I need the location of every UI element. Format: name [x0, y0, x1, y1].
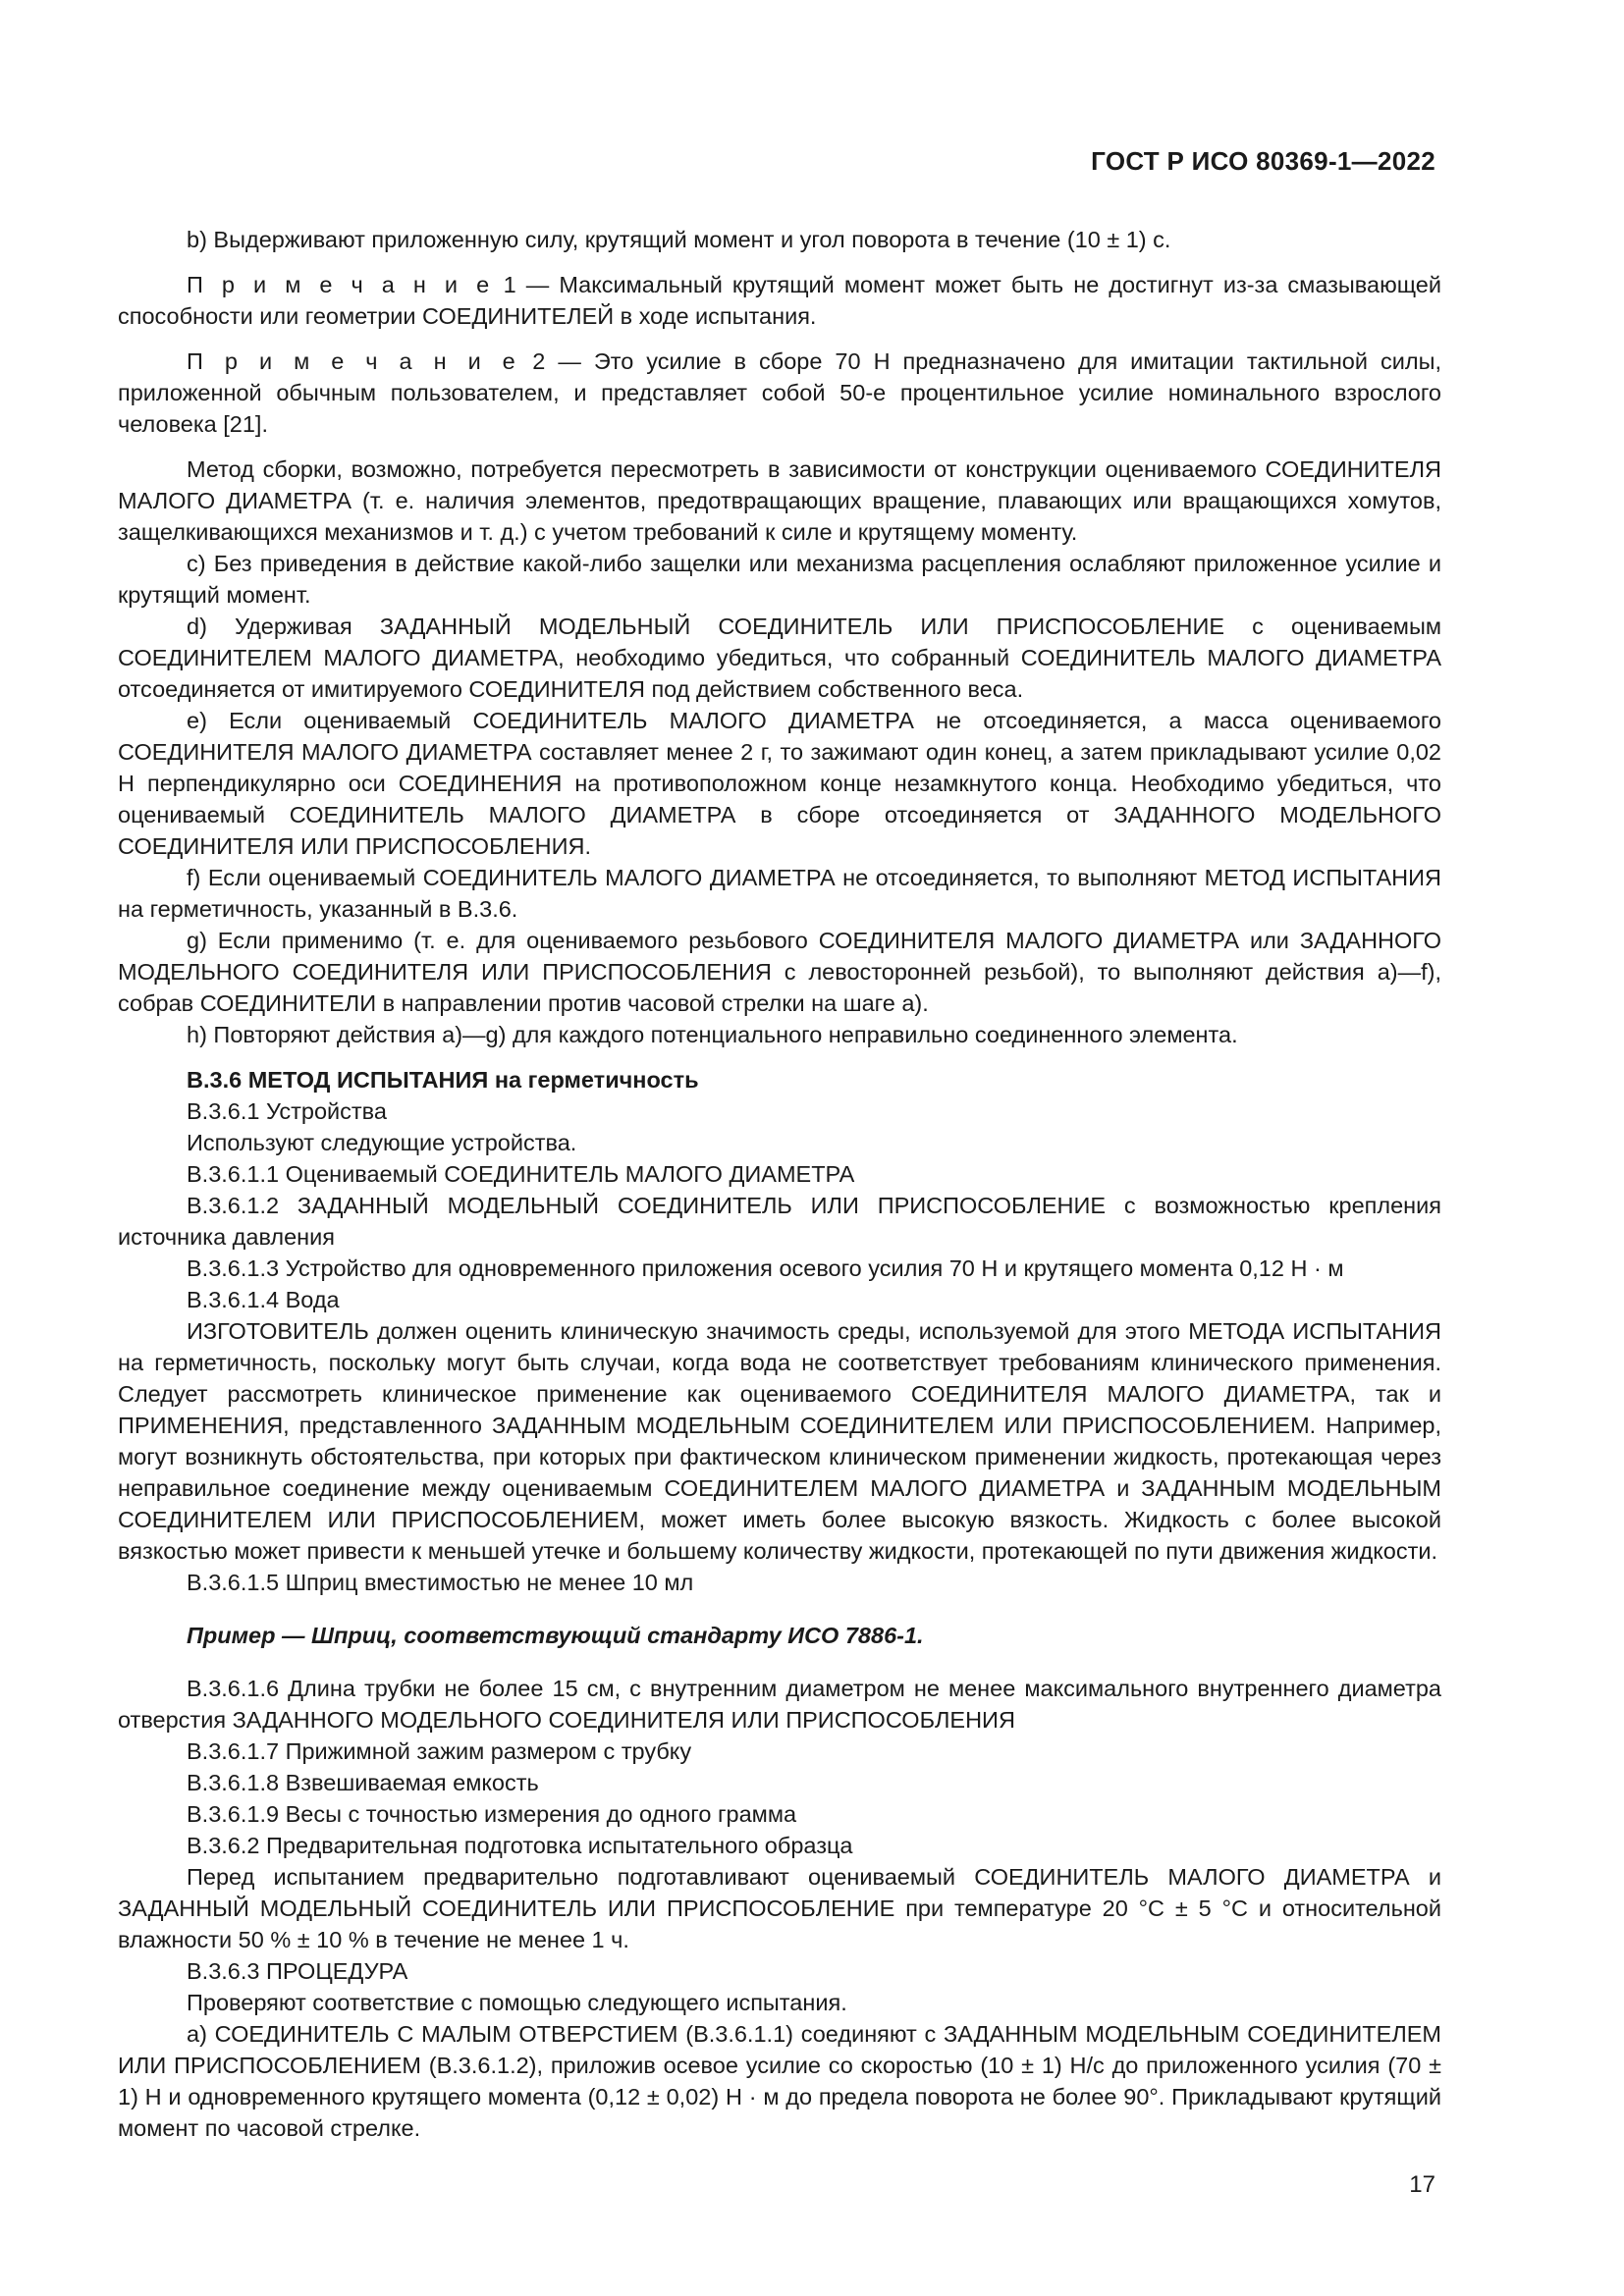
list-item: В.3.6.1.3 Устройство для одновременного приложения осевого усилия 70 Н и крутящего момента 0,12 Н · м [187, 1255, 1344, 1281]
note-2 [118, 346, 1441, 440]
list-item: В.3.6.1.8 Взвешиваемая емкость [187, 1770, 539, 1795]
note-1 [118, 269, 1441, 332]
note-text: 1 — Максимальный крутящий момент может быть не достигнут из-за смазывающей способности или геометрии СОЕДИНИТЕЛЕЙ в ходе испытания. [118, 272, 1441, 329]
page-number: 17 [1409, 2171, 1435, 2198]
paragraph: a) СОЕДИНИТЕЛЬ С МАЛЫМ ОТВЕРСТИЕМ (В.3.6.1.1) соединяют с ЗАДАННЫМ МОДЕЛЬНЫМ СОЕДИНИТЕЛЕМ ИЛИ ПРИСПОСОБЛЕНИЕМ (В.3.6.1.2), приложив осевое усилие со скоростью (10 ± 1) Н/с до приложенного усилия (70 ± 1) Н и одновременного крутящего момента (0,12 ± 0,02) Н · м до предела поворота не более 90°. Прикладывают крутящий момент по часовой стрелке. [118, 2021, 1441, 2141]
paragraph: d) Удерживая ЗАДАННЫЙ МОДЕЛЬНЫЙ СОЕДИНИТЕЛЬ ИЛИ ПРИСПОСОБЛЕНИЕ с оцениваемым СОЕДИНИТЕЛЕМ МАЛОГО ДИАМЕТРА, необходимо убедиться, что собранный СОЕДИНИТЕЛЬ МАЛОГО ДИАМЕТРА отсоединяется от имитируемого СОЕДИНИТЕЛЯ под действием собственного веса. [118, 614, 1441, 702]
note-label: П р и м е ч а н и е [187, 272, 494, 297]
note-text: 2 — Это усилие в сборе 70 Н предназначено для имитации тактильной силы, приложенной обычным пользователем, и представляет собой 50-е процентильное усилие номинального взрослого человека [21]. [118, 348, 1442, 437]
note-label: П р и м е ч а н и е [187, 348, 520, 374]
paragraph: e) Если оцениваемый СОЕДИНИТЕЛЬ МАЛОГО ДИАМЕТРА не отсоединяется, а масса оцениваемого СОЕДИНИТЕЛЯ МАЛОГО ДИАМЕТРА составляет менее 2 г, то зажимают один конец, а затем прикладывают усилие 0,02 Н перпендикулярно оси СОЕДИНЕНИЯ на противоположном конце незамкнутого конца. Необходимо убедиться, что оцениваемый СОЕДИНИТЕЛЬ МАЛОГО ДИАМЕТРА в сборе отсоединяется от ЗАДАННОГО МОДЕЛЬНОГО СОЕДИНИТЕЛЯ ИЛИ ПРИСПОСОБЛЕНИЯ. [118, 708, 1441, 859]
example: Пример — Шприц, соответствующий стандарту ИСО 7886-1. [187, 1623, 924, 1648]
list-item: В.3.6.1.9 Весы с точностью измерения до одного грамма [187, 1801, 797, 1827]
paragraph: Перед испытанием предварительно подготавливают оцениваемый СОЕДИНИТЕЛЬ МАЛОГО ДИАМЕТРА и ЗАДАННЫЙ МОДЕЛЬНЫЙ СОЕДИНИТЕЛЬ ИЛИ ПРИСПОСОБЛЕНИЕ при температуре 20 °С ± 5 °С и относительной влажности 50 % ± 10 % в течение не менее 1 ч. [118, 1864, 1441, 1952]
list-item: В.3.6.1.4 Вода [187, 1287, 340, 1312]
paragraph: c) Без приведения в действие какой-либо защелки или механизма расцепления ослабляют приложенное усилие и крутящий момент. [118, 551, 1441, 608]
paragraph: Используют следующие устройства. [187, 1130, 577, 1155]
list-item: В.3.6.1.1 Оцениваемый СОЕДИНИТЕЛЬ МАЛОГО ДИАМЕТРА [187, 1161, 855, 1187]
section-heading: В.3.6 МЕТОД ИСПЫТАНИЯ на герметичность [187, 1067, 699, 1093]
standard-header: ГОСТ Р ИСО 80369-1—2022 [1091, 146, 1435, 176]
list-item: В.3.6.1.7 Прижимной зажим размером с трубку [187, 1738, 692, 1764]
paragraph: Проверяют соответствие с помощью следующего испытания. [187, 1990, 847, 2015]
list-item: В.3.6.1.5 Шприц вместимостью не менее 10 мл [187, 1570, 694, 1595]
page-content [118, 224, 1441, 2144]
paragraph: f) Если оцениваемый СОЕДИНИТЕЛЬ МАЛОГО ДИАМЕТРА не отсоединяется, то выполняют МЕТОД ИСПЫТАНИЯ на герметичность, указанный в В.3.6. [118, 865, 1441, 922]
paragraph: Метод сборки, возможно, потребуется пересмотреть в зависимости от конструкции оцениваемого СОЕДИНИТЕЛЯ МАЛОГО ДИАМЕТРА (т. е. наличия элементов, предотвращающих вращение, плавающих или вращающихся хомутов, защелкивающихся механизмов и т. д.) с учетом требований к силе и крутящему моменту. [118, 456, 1441, 545]
subsection-heading: В.3.6.1 Устройства [187, 1098, 387, 1124]
paragraph: ИЗГОТОВИТЕЛЬ должен оценить клиническую значимость среды, используемой для этого МЕТОДА ИСПЫТАНИЯ на герметичность, поскольку могут быть случаи, когда вода не соответствует требованиям клинического применения. Следует рассмотреть клиническое применение как оцениваемого СОЕДИНИТЕЛЯ МАЛОГО ДИАМЕТРА, так и ПРИМЕНЕНИЯ, представленного ЗАДАННЫМ МОДЕЛЬНЫМ СОЕДИНИТЕЛЕМ ИЛИ ПРИСПОСОБЛЕНИЕМ. Например, могут возникнуть обстоятельства, при которых при фактическом клиническом применении жидкость, протекающая через неправильное соединение между оцениваемым СОЕДИНИТЕЛЕМ МАЛОГО ДИАМЕТРА и ЗАДАННЫМ МОДЕЛЬНЫМ СОЕДИНИТЕЛЕМ ИЛИ ПРИСПОСОБЛЕНИЕМ, может иметь более высокую вязкость. Жидкость с более высокой вязкостью может привести к меньшей утечке и большему количеству жидкости, протекающей по пути движения жидкости. [118, 1318, 1441, 1564]
paragraph: g) Если применимо (т. е. для оцениваемого резьбового СОЕДИНИТЕЛЯ МАЛОГО ДИАМЕТРА или ЗАДАННОГО МОДЕЛЬНОГО СОЕДИНИТЕЛЯ ИЛИ ПРИСПОСОБЛЕНИЯ с левосторонней резьбой), то выполняют действия a)—f), собрав СОЕДИНИТЕЛИ в направлении против часовой стрелки на шаге а). [118, 928, 1441, 1016]
subsection-heading: В.3.6.2 Предварительная подготовка испытательного образца [187, 1833, 853, 1858]
paragraph: b) Выдерживают приложенную силу, крутящий момент и угол поворота в течение (10 ± 1) с. [187, 227, 1171, 252]
list-item: В.3.6.1.6 Длина трубки не более 15 см, с внутренним диаметром не менее максимального внутреннего диаметра отверстия ЗАДАННОГО МОДЕЛЬНОГО СОЕДИНИТЕЛЯ ИЛИ ПРИСПОСОБЛЕНИЯ [118, 1676, 1441, 1733]
list-item: В.3.6.1.2 ЗАДАННЫЙ МОДЕЛЬНЫЙ СОЕДИНИТЕЛЬ ИЛИ ПРИСПОСОБЛЕНИЕ с возможностью крепления источника давления [118, 1193, 1441, 1250]
paragraph: h) Повторяют действия a)—g) для каждого потенциального неправильно соединенного элемента. [187, 1022, 1238, 1047]
subsection-heading: В.3.6.3 ПРОЦЕДУРА [187, 1958, 408, 1984]
